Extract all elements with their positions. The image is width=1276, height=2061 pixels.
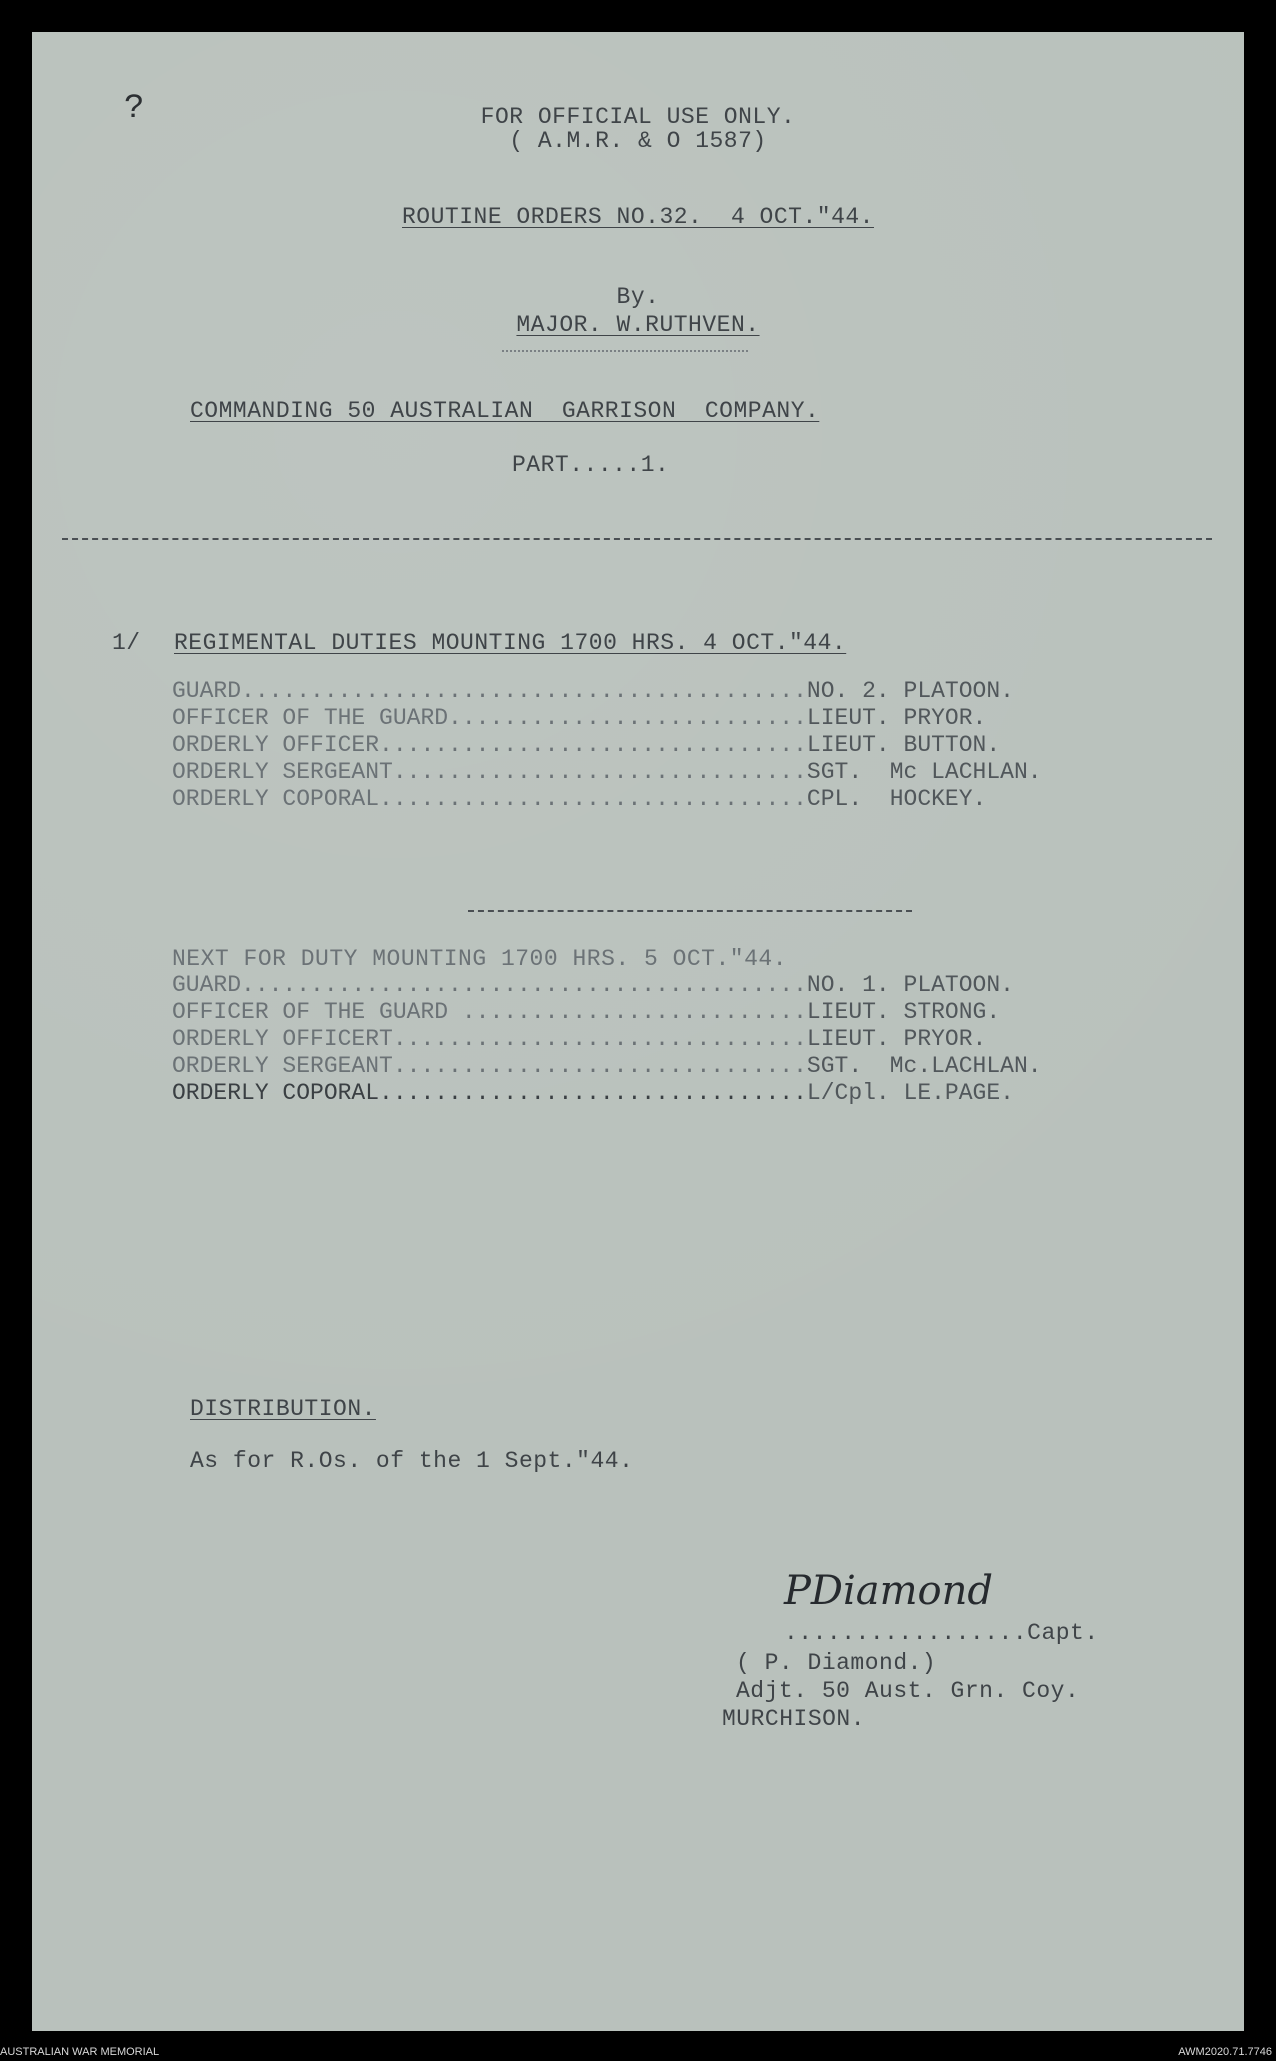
classification-line: FOR OFFICIAL USE ONLY. [480, 104, 796, 130]
section1-heading: REGIMENTAL DUTIES MOUNTING 1700 HRS. 4 OCT."44. [174, 630, 847, 656]
duty-label: ORDERLY SERGEANT.............................. [172, 759, 807, 785]
duty-value: LIEUT. BUTTON. [806, 732, 1001, 758]
table-row [172, 1026, 1042, 1053]
officer-name: MAJOR. W.RUTHVEN. [516, 312, 760, 338]
duty-value: LIEUT. PRYOR. [806, 1026, 987, 1052]
section1-duty-table [172, 678, 1042, 813]
footer-institution: AUSTRALIAN WAR MEMORIAL [0, 2046, 160, 2058]
table-row [172, 732, 1042, 759]
table-row [172, 759, 1042, 786]
table-row [172, 999, 1042, 1026]
table-row [172, 1080, 1042, 1107]
document-page [32, 32, 1244, 2031]
section2-duty-table [172, 972, 1042, 1107]
by-line: By. [616, 284, 660, 310]
signatory-appointment: Adjt. 50 Aust. Grn. Coy. [736, 1678, 1080, 1704]
document-title: ROUTINE ORDERS NO.32. 4 OCT."44. [402, 204, 874, 230]
duty-label: ORDERLY COPORAL............................... [172, 1080, 807, 1106]
header-divider [62, 538, 1212, 540]
distribution-heading: DISTRIBUTION. [190, 1396, 376, 1422]
distribution-text: As for R.Os. of the 1 Sept."44. [190, 1448, 634, 1474]
signatory-name: ( P. Diamond.) [736, 1650, 937, 1676]
signature: PDiamond [784, 1568, 994, 1614]
rank-line: .................Capt. [784, 1620, 1099, 1646]
duty-value: NO. 2. PLATOON. [806, 678, 1014, 704]
table-row [172, 1053, 1042, 1080]
table-row [172, 678, 1042, 705]
duty-value: SGT. Mc.LACHLAN. [806, 1053, 1042, 1079]
footer-accession-number: AWM2020.71.7746 [1178, 2046, 1272, 2058]
duty-label: ORDERLY OFFICERT.............................. [172, 1026, 807, 1052]
part-line: PART.....1. [512, 452, 670, 478]
officer-dotted-rule [502, 350, 748, 352]
duty-label: ORDERLY SERGEANT.............................. [172, 1053, 807, 1079]
table-row [172, 786, 1042, 813]
duty-value: CPL. HOCKEY. [806, 786, 987, 812]
table-row [172, 705, 1042, 732]
section-divider [468, 910, 912, 912]
reference-line: ( A.M.R. & O 1587) [509, 128, 767, 154]
duty-label: ORDERLY COPORAL............................... [172, 786, 807, 812]
duty-label: OFFICER OF THE GUARD ......................... [172, 999, 807, 1025]
duty-label: GUARD......................................... [172, 972, 807, 998]
table-row [172, 972, 1042, 999]
duty-value: L/Cpl. LE.PAGE. [806, 1080, 1014, 1106]
duty-label: GUARD......................................... [172, 678, 807, 704]
duty-label: OFFICER OF THE GUARD.......................... [172, 705, 807, 731]
duty-label: ORDERLY OFFICER............................... [172, 732, 807, 758]
duty-value: NO. 1. PLATOON. [806, 972, 1014, 998]
margin-mark: ? [124, 90, 145, 128]
section1-number: 1/ [112, 630, 141, 656]
duty-value: LIEUT. PRYOR. [806, 705, 987, 731]
duty-value: LIEUT. STRONG. [806, 999, 1001, 1025]
duty-value: SGT. Mc LACHLAN. [806, 759, 1042, 785]
section2-heading: NEXT FOR DUTY MOUNTING 1700 HRS. 5 OCT."44. [172, 946, 787, 972]
command-line: COMMANDING 50 AUSTRALIAN GARRISON COMPANY. [190, 398, 820, 424]
signatory-location: MURCHISON. [722, 1706, 866, 1732]
